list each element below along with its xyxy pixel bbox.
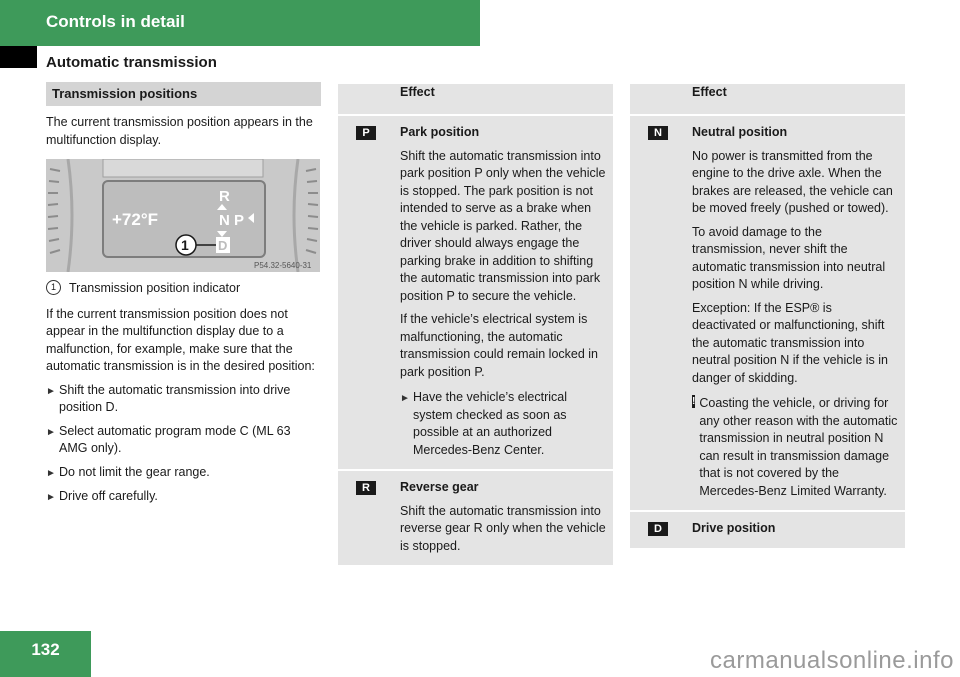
- warning-note: ! Coasting the vehicle, or driving for any other reason with the automatic transmission in neutral position N can result in transmission damage that is not covered by the Mercedes-Benz Limited Warranty.: [692, 396, 898, 498]
- table-header-row: [630, 83, 905, 115]
- arrow-icon: ►: [46, 467, 56, 479]
- display-gear-r: R: [219, 188, 230, 205]
- gear-key-p: P: [356, 126, 376, 140]
- arrow-icon: ►: [400, 393, 410, 404]
- list-item: ► Drive off carefully.: [46, 488, 321, 507]
- subsection-title: Transmission positions: [46, 82, 321, 106]
- row-title: Neutral position: [692, 125, 788, 139]
- row-text: Shift the automatic transmission into park position P only when the vehicle is stopped. The park position is not intended to serve as a brake when the vehicle is parked. Rather, the driver should always engage the parking brake in addition to shifting the automatic transmission into park position P to secure the vehicle.: [400, 148, 606, 303]
- row-title: Reverse gear: [400, 480, 479, 494]
- figure-reference: P54.32-5640-31: [254, 261, 312, 270]
- row-text: If the vehicle’s electrical system is malfunctioning, the automatic transmission could remain locked in park position P.: [400, 312, 599, 379]
- row-text: No power is transmitted from the engine to the drive axle. When the brakes are released, the vehicle can be moved freely (pushed or towed).: [692, 148, 893, 215]
- positions-table-1: [338, 82, 613, 565]
- intro-text: The current transmission position appears in the multifunction display.: [46, 115, 313, 147]
- figure-caption: [46, 280, 321, 298]
- page-number: 132: [31, 640, 60, 659]
- display-gear-np: N P: [219, 212, 245, 229]
- gear-key-r: R: [356, 481, 376, 495]
- body-paragraph: If the current transmission position does not appear in the multifunction display due to a malfunction, for example, make sure that the automatic transmission is in the desired position:: [46, 306, 315, 373]
- section-marker: [0, 46, 37, 68]
- row-text: Shift the automatic transmission into reverse gear R only when the vehicle is stopped.: [400, 503, 606, 553]
- table-header-row: [338, 83, 613, 115]
- list-item: ► Have the vehicle’s electrical system checked as soon as possible at an authorized Mercedes-Benz Center.: [400, 389, 607, 459]
- row-title: Park position: [400, 125, 480, 139]
- display-gear-d: D: [218, 238, 228, 253]
- caption-number: 1: [46, 280, 61, 295]
- callout-number: 1: [181, 237, 189, 253]
- gear-key-d: D: [648, 522, 668, 536]
- row-text: Exception: If the ESP® is deactivated or malfunctioning, shift the automatic transmission into neutral position N if the vehicle is in danger of skidding.: [692, 300, 888, 385]
- table-header: Effect: [394, 83, 613, 115]
- warning-icon: !: [692, 396, 696, 407]
- row-title: Drive position: [692, 521, 776, 535]
- positions-table-2: [630, 82, 905, 548]
- table-row: [630, 115, 905, 511]
- arrow-icon: ►: [46, 426, 56, 438]
- table-row: [630, 511, 905, 548]
- arrow-icon: ►: [46, 492, 56, 503]
- watermark: carmanualsonline.info: [710, 647, 954, 674]
- row-text: To avoid damage to the transmission, never shift the automatic transmission into neutral position N while driving.: [692, 224, 886, 291]
- table-header: Effect: [686, 83, 905, 115]
- list-item: ► Select automatic program mode C (ML 63 AMG only).: [46, 423, 321, 458]
- display-temperature: +72°F: [112, 210, 159, 229]
- table-row: [338, 470, 613, 565]
- gear-key-n: N: [648, 126, 668, 140]
- multifunction-display-illustration: [46, 159, 320, 272]
- section-title: Automatic transmission: [46, 54, 217, 71]
- table-row: [338, 115, 613, 470]
- display-figure: [46, 159, 320, 272]
- caption-text: Transmission position indicator: [69, 281, 241, 295]
- arrow-icon: ►: [46, 385, 56, 397]
- list-item: ► Do not limit the gear range.: [46, 464, 321, 483]
- list-item: ► Shift the automatic transmission into drive position D.: [46, 382, 321, 417]
- left-column: [46, 82, 321, 507]
- chapter-title: Controls in detail: [46, 12, 185, 31]
